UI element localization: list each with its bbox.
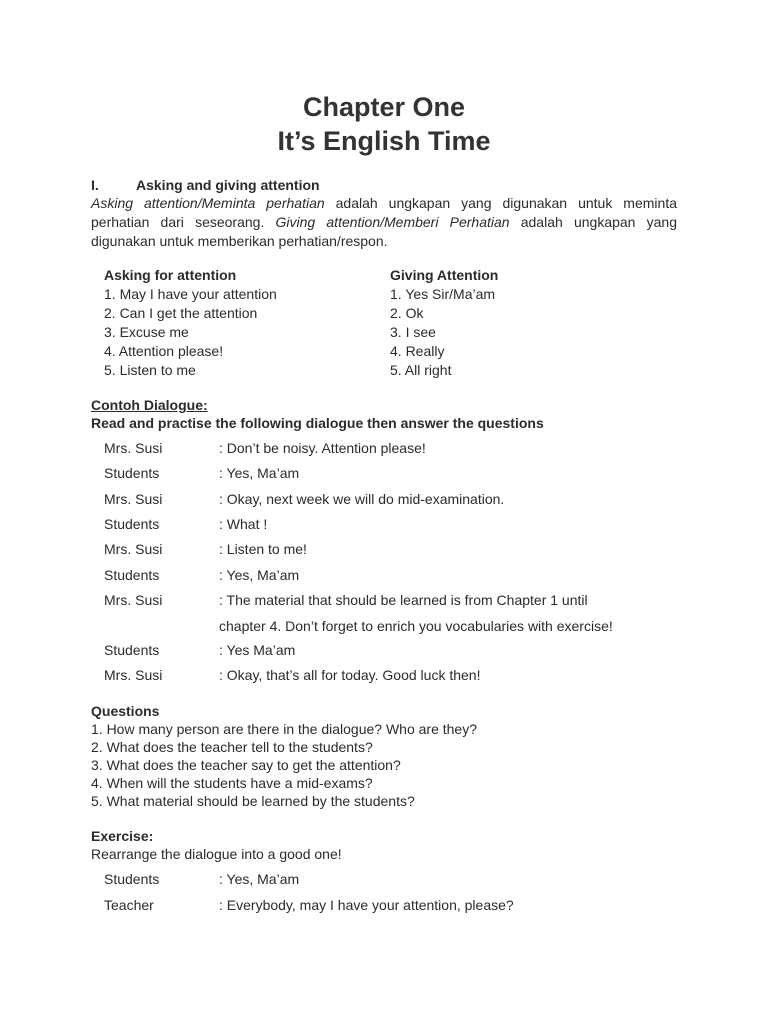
asking-item: 1. May I have your attention — [104, 286, 277, 302]
asking-item: 3. Excuse me — [104, 324, 189, 340]
giving-item: 1. Yes Sir/Ma’am — [390, 286, 496, 302]
section-number: I. — [91, 177, 99, 193]
asking-heading: Asking for attention — [104, 267, 237, 283]
question-item: 2. What does the teacher tell to the students? — [91, 739, 373, 755]
exercise-heading: Exercise: — [91, 828, 154, 844]
def2-term: Giving attention/Memberi Perhatian — [275, 214, 510, 230]
asking-list — [104, 266, 277, 380]
giving-list — [390, 266, 498, 380]
dialogue-speaker: Mrs. Susi — [104, 440, 163, 456]
def2-text: adalah ungkapan yang digunakan untuk memberikan perhatian/respon. — [91, 214, 677, 249]
dialogue-line: : Yes, Ma’am — [219, 567, 300, 583]
dialogue-line: : Listen to me! — [219, 541, 307, 557]
dialogue-line: : Yes Ma’am — [219, 642, 296, 658]
question-item: 1. How many person are there in the dialogue? Who are they? — [91, 721, 478, 737]
asking-item: 4. Attention please! — [104, 343, 224, 359]
giving-heading: Giving Attention — [390, 267, 499, 283]
section-title: Asking and giving attention — [136, 177, 320, 193]
giving-item: 3. I see — [390, 324, 436, 340]
def1-text: adalah ungkapan yang digunakan untuk meminta perhatian dari seseorang. — [91, 195, 677, 230]
dialogue-line: : Okay, that’s all for today. Good luck then! — [219, 667, 481, 683]
dialogue-speaker: Mrs. Susi — [104, 491, 163, 507]
dialogue-speaker: Students — [104, 642, 160, 658]
chapter-subtitle: It’s English Time — [277, 126, 491, 156]
questions-list — [91, 720, 477, 810]
exercise-line: : Yes, Ma’am — [219, 871, 300, 887]
giving-item: 4. Really — [390, 343, 445, 359]
dialogue-speaker: Mrs. Susi — [104, 667, 163, 683]
dialogue-line: : Yes, Ma’am — [219, 465, 300, 481]
exercise-instruction: Rearrange the dialogue into a good one! — [91, 846, 342, 862]
dialogue-speaker: Mrs. Susi — [104, 541, 163, 557]
dialogue-line: : Don’t be noisy. Attention please! — [219, 440, 426, 456]
dialogue-line: : Okay, next week we will do mid-examination. — [219, 491, 505, 507]
question-item: 4. When will the students have a mid-exams? — [91, 775, 373, 791]
dialogue-heading: Contoh Dialogue: — [91, 397, 208, 413]
dialogue-speaker: Mrs. Susi — [104, 592, 163, 608]
giving-item: 2. Ok — [390, 305, 424, 321]
exercise-line: : Everybody, may I have your attention, please? — [219, 897, 514, 913]
exercise-speaker: Teacher — [104, 897, 154, 913]
dialogue-speaker: Students — [104, 465, 160, 481]
asking-item: 5. Listen to me — [104, 362, 196, 378]
giving-item: 5. All right — [390, 362, 452, 378]
chapter-title: Chapter One — [302, 92, 466, 122]
asking-item: 2. Can I get the attention — [104, 305, 258, 321]
section-heading — [91, 177, 320, 193]
question-item: 5. What material should be learned by the students? — [91, 793, 415, 809]
question-item: 3. What does the teacher say to get the attention? — [91, 757, 401, 773]
questions-heading: Questions — [91, 703, 160, 719]
dialogue-line: : The material that should be learned is from Chapter 1 until — [219, 592, 588, 608]
dialogue-speaker: Students — [104, 567, 160, 583]
dialogue-speaker: Students — [104, 516, 160, 532]
dialogue-line: : What ! — [219, 516, 268, 532]
dialogue-instruction: Read and practise the following dialogue then answer the questions — [91, 415, 544, 431]
def1-term: Asking attention/Meminta perhatian — [91, 195, 325, 211]
definition-paragraph — [91, 194, 677, 251]
exercise-speaker: Students — [104, 871, 160, 887]
dialogue-line-continued: chapter 4. Don’t forget to enrich you vocabularies with exercise! — [219, 618, 613, 634]
